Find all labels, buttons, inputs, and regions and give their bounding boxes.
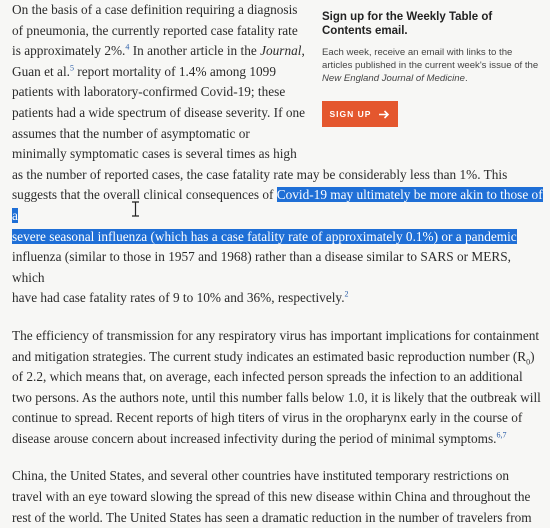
text-line: The efficiency of transmission for any respiratory virus has important implications for containment (12, 327, 540, 343)
text-line: as the number of reported cases, the case fatality rate may be considerably less than 1%. This (12, 166, 508, 182)
text-line: of pneumonia, the currently reported case fatality rate (12, 22, 298, 38)
text-line: suggests that the overall clinical consequences of Covid-19 may ultimately be more akin to those of a (12, 187, 543, 223)
reference-link[interactable]: 4 (125, 42, 130, 52)
paragraph-3 (12, 466, 544, 528)
arrow-right-icon (379, 110, 390, 119)
text-line: rest of the world. The United States has seen a dramatic reduction in the number of travelers from (12, 509, 532, 525)
text-line: disease arouse concern about increased infectivity during the period of minimal symptoms.$^{6,7}$ (12, 430, 507, 446)
text-cursor-icon (131, 201, 140, 217)
text-line: is approximately 2%.$^4$ In another article in the Journal, (12, 42, 305, 59)
text-line: and mitigation strategies. The current study indicates an estimated basic reproduction number $(R_0)$ (12, 348, 535, 367)
text-line: continue to spread. Recent reports of high titers of virus in the oropharynx early in the course of (12, 410, 523, 426)
text-selection: severe seasonal influenza (which has a case fatality rate of approximately 0.1%) or a pandemic (12, 228, 517, 244)
text-line: patients with laboratory-confirmed Covid-19; these (12, 84, 286, 100)
signup-description: Each week, receive an email with links to the articles published in the current week's issue of the New England Journal of Medicine. (322, 47, 539, 84)
reference-link[interactable]: 6,7 (496, 430, 507, 440)
sign-up-button[interactable] (322, 101, 398, 127)
text-line: minimally symptomatic cases is several times as high (12, 146, 297, 162)
text-line: travel with an eye toward slowing the spread of this new disease within China and throughout the (12, 489, 531, 505)
text-line: China, the United States, and several other countries have instituted temporary restrictions on (12, 468, 510, 484)
text-line: of 2.2, which means that, on average, each infected person spreads the infection to an additional (12, 369, 523, 385)
paragraph-1-wrapped (12, 0, 310, 165)
reference-link[interactable]: 5 (69, 63, 74, 73)
text-line: On the basis of a case definition requiring a diagnosis (12, 2, 298, 17)
sign-up-label: SIGN UP (329, 109, 372, 119)
text-line (12, 227, 544, 248)
signup-title: Sign up for the Weekly Table of Contents email. (322, 11, 493, 37)
text-line: patients had a wide spectrum of disease severity. If one (12, 104, 306, 120)
text-line: two persons. As the authors note, until this number falls below 1.0, it is likely that the outbreak will (12, 389, 541, 405)
text-line: have had case fatality rates of 9 to 10% and 36%, respectively.$^2$ (12, 289, 349, 306)
text-line: Guan et al.$^5$ report mortality of 1.4% among 1099 (12, 63, 276, 79)
reference-link[interactable]: 2 (344, 289, 349, 299)
text-line: influenza (similar to those in 1957 and 1968) rather than a disease similar to SARS or MERS, which (12, 249, 511, 285)
text-line: assumes that the number of asymptomatic or (12, 125, 250, 141)
text-selection: Covid-19 may ultimately be more akin to those of a (12, 187, 543, 223)
newsletter-signup-box (322, 10, 542, 127)
